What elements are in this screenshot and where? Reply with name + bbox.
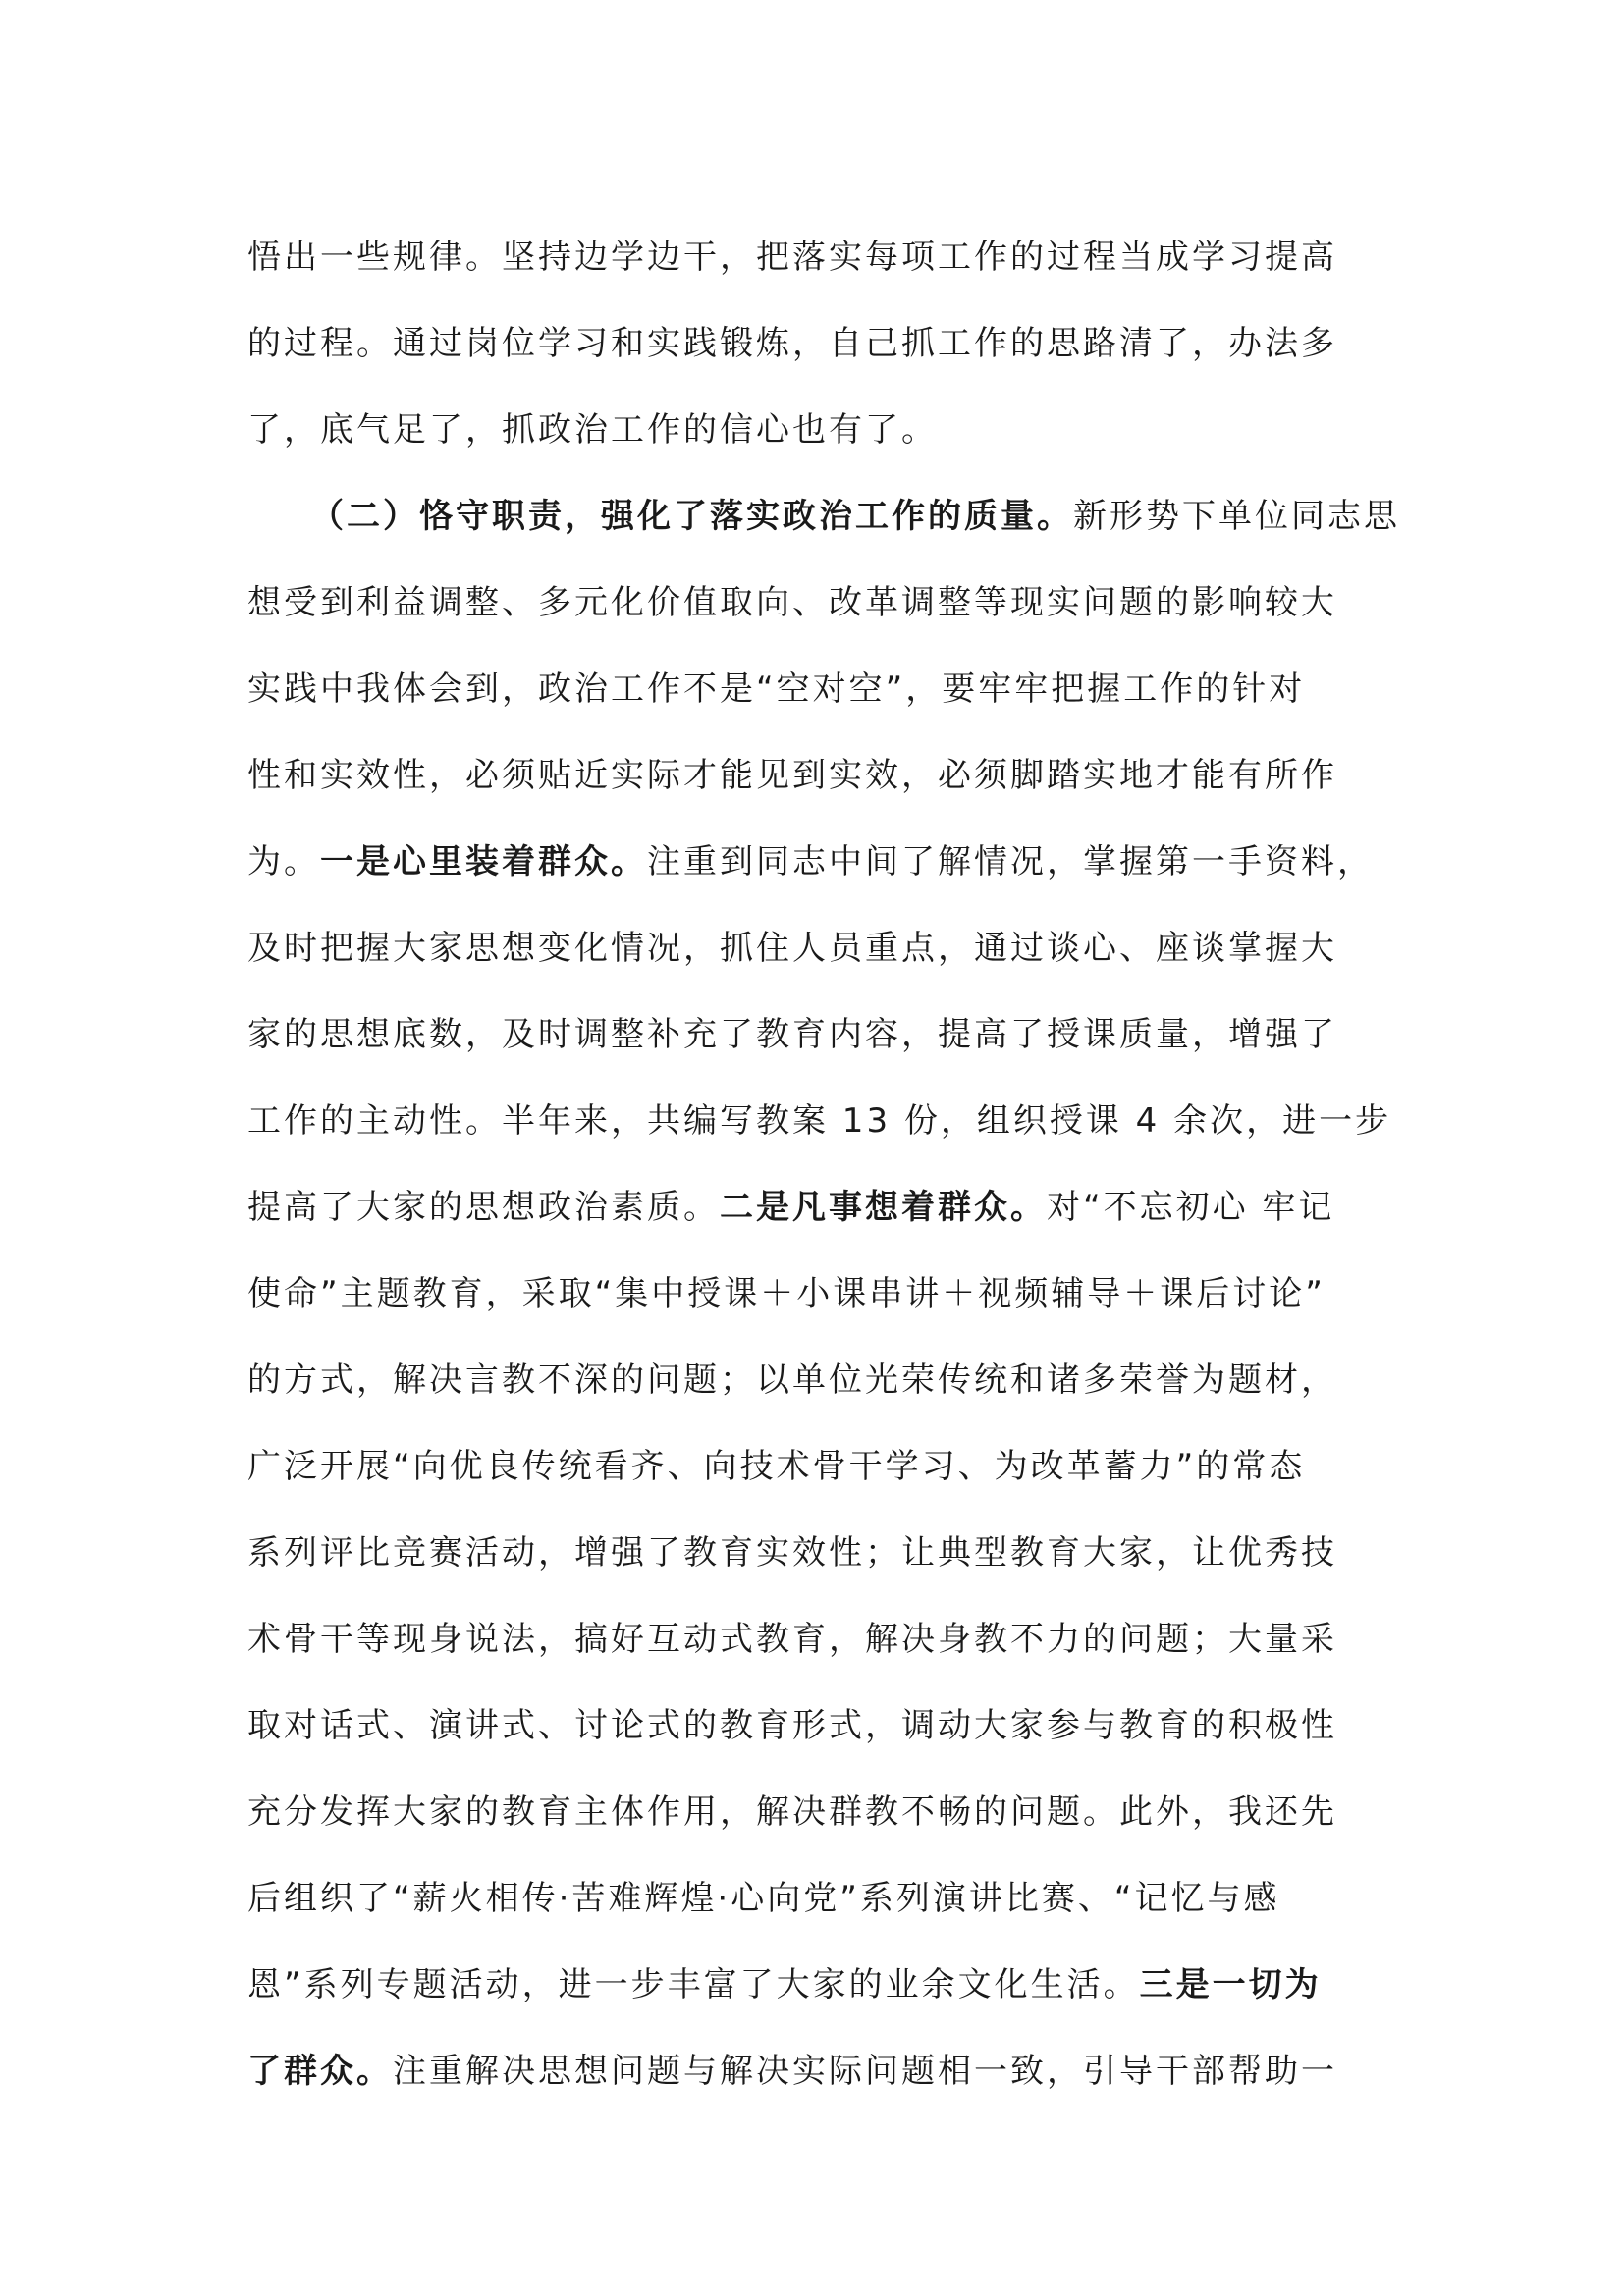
bold-subpoint-1: 一是心里装着群众。 — [320, 842, 647, 881]
text-line-13 — [247, 1264, 1406, 1323]
text-line-6 — [247, 660, 1406, 719]
text-line-15 — [247, 1437, 1406, 1496]
text-run: 后组织了“薪火相传·苦难辉煌·心向党”系列演讲比赛、“记忆与感 — [247, 1879, 1280, 1918]
text-run: 使命”主题教育，采取“集中授课＋小课串讲＋视频辅导＋课后讨论” — [247, 1274, 1326, 1313]
text-line-16 — [247, 1523, 1406, 1582]
section-heading-line — [310, 487, 1406, 546]
text-run: 对“不忘初心 牢记 — [1047, 1188, 1335, 1227]
bold-subpoint-3-cont: 了群众。 — [247, 2052, 393, 2091]
text-run: 性和实效性，必须贴近实际才能见到实效，必须脚踏实地才能有所作 — [247, 756, 1337, 795]
text-line-3 — [247, 400, 1406, 459]
text-run: 的过程。通过岗位学习和实践锻炼，自己抓工作的思路清了，办法多 — [247, 324, 1337, 363]
text-run: 注重到同志中间了解情况，掌握第一手资料， — [647, 842, 1374, 881]
text-line-10 — [247, 1005, 1406, 1064]
text-run: 了，底气足了，抓政治工作的信心也有了。 — [247, 410, 938, 450]
text-run: 取对话式、演讲式、讨论式的教育形式，调动大家参与教育的积极性 — [247, 1706, 1337, 1745]
text-run: 为。 — [247, 842, 320, 881]
bold-subpoint-2: 二是凡事想着群众。 — [720, 1188, 1047, 1227]
text-line-5 — [247, 573, 1406, 632]
text-line-1 — [247, 228, 1406, 287]
text-run: 充分发挥大家的教育主体作用，解决群教不畅的问题。此外，我还先 — [247, 1792, 1337, 1832]
text-run: 恩”系列专题活动，进一步丰富了大家的业余文化生活。 — [247, 1965, 1140, 2004]
text-line-12 — [247, 1178, 1406, 1237]
text-line-2 — [247, 314, 1406, 373]
text-run: 的方式，解决言教不深的问题；以单位光荣传统和诸多荣誉为题材， — [247, 1361, 1337, 1400]
text-line-22 — [247, 2042, 1406, 2101]
text-run: 实践中我体会到，政治工作不是“空对空”，要牢牢把握工作的针对 — [247, 669, 1306, 709]
text-line-21 — [247, 1955, 1406, 2014]
text-run: 悟出一些规律。坚持边学边干，把落实每项工作的过程当成学习提高 — [247, 238, 1337, 277]
text-run: 注重解决思想问题与解决实际问题相一致，引导干部帮助一 — [393, 2052, 1337, 2091]
text-run: 系列评比竞赛活动，增强了教育实效性；让典型教育大家，让优秀技 — [247, 1533, 1337, 1573]
bold-subpoint-3: 三是一切为 — [1139, 1965, 1322, 2004]
text-run: 工作的主动性。半年来，共编写教案 13 份，组织授课 4 余次，进一步 — [247, 1101, 1392, 1141]
text-line-9 — [247, 919, 1406, 978]
text-line-20 — [247, 1869, 1406, 1928]
text-line-18 — [247, 1696, 1406, 1755]
text-line-7 — [247, 746, 1406, 805]
text-run: 及时把握大家思想变化情况，抓住人员重点，通过谈心、座谈掌握大 — [247, 929, 1337, 968]
section-heading: （二）恪守职责，强化了落实政治工作的质量。 — [310, 497, 1073, 536]
text-line-19 — [247, 1783, 1406, 1842]
text-run: 家的思想底数，及时调整补充了教育内容，提高了授课质量，增强了 — [247, 1015, 1337, 1054]
text-run: 提高了大家的思想政治素质。 — [247, 1188, 720, 1227]
text-line-11 — [247, 1092, 1406, 1150]
text-run: 广泛开展“向优良传统看齐、向技术骨干学习、为改革蓄力”的常态 — [247, 1447, 1306, 1486]
text-run: 术骨干等现身说法，搞好互动式教育，解决身教不力的问题；大量采 — [247, 1620, 1337, 1659]
text-line-17 — [247, 1610, 1406, 1669]
text-line-8 — [247, 832, 1406, 891]
text-run: 想受到利益调整、多元化价值取向、改革调整等现实问题的影响较大 — [247, 583, 1337, 622]
text-run: 新形势下单位同志思 — [1073, 497, 1400, 536]
text-line-14 — [247, 1351, 1406, 1410]
